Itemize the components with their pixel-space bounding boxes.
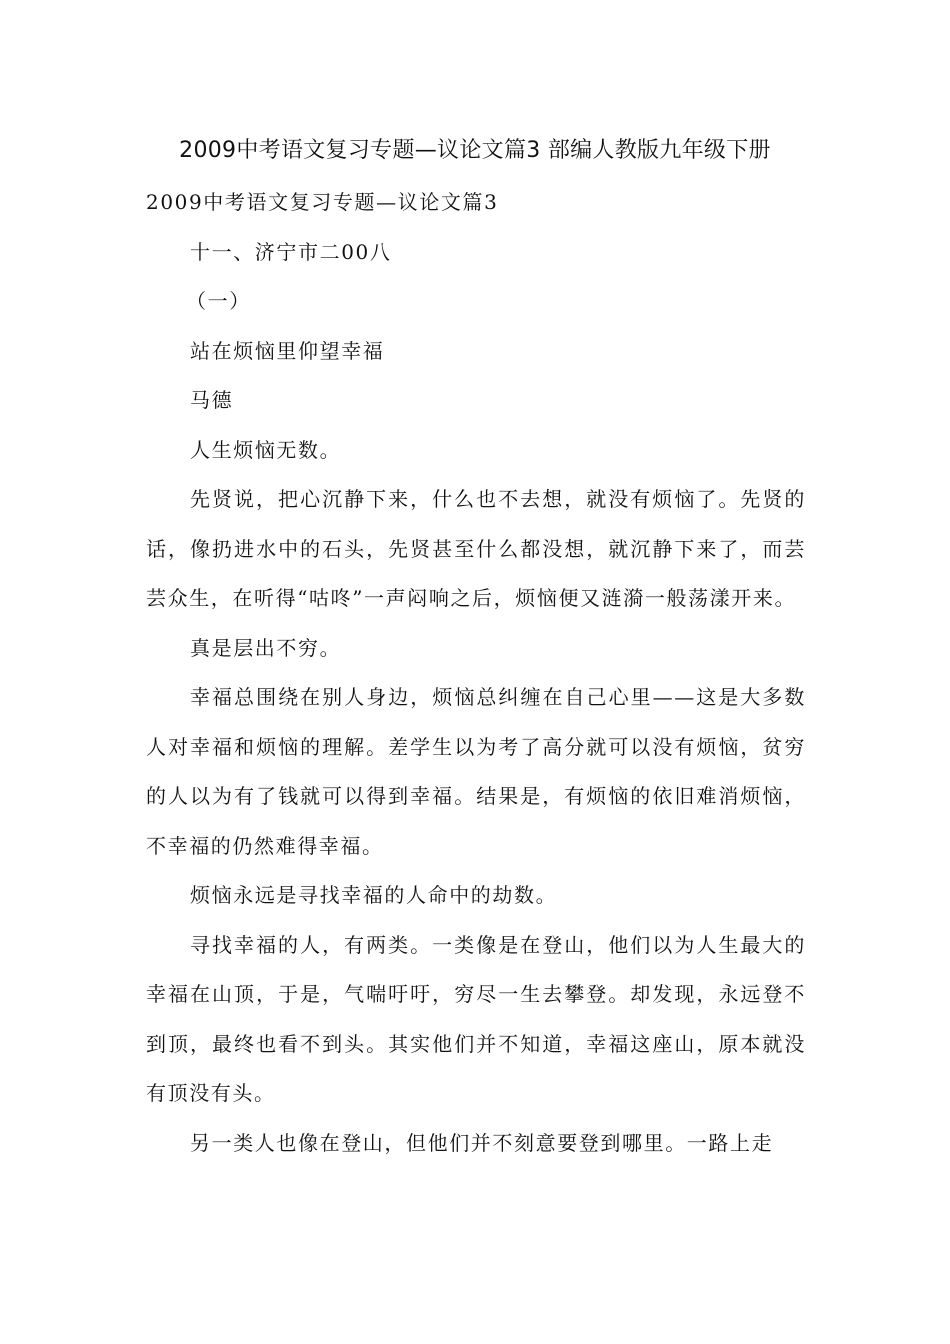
body-paragraph: 烦恼永远是寻找幸福的人命中的劫数。 xyxy=(190,883,558,907)
body-paragraph: 另一类人也像在登山，但他们并不刻意要登到哪里。一路上走 xyxy=(190,1130,774,1155)
body-paragraph: 先贤说，把心沉静下来，什么也不去想，就没有烦恼了。先贤的话，像扔进水中的石头，先贤甚至什么都没想，就沉静下来了，而芸芸众生，在听得“咕咚”一声闷响之后，烦恼便又涟漪一般荡漾开来。 xyxy=(146,487,806,610)
body-paragraph: 幸福总围绕在别人身边，烦恼总纠缠在自己心里——这是大多数人对幸福和烦恼的理解。差学生以为考了高分就可以没有烦恼，贫穷的人以为有了钱就可以得到幸福。结果是，有烦恼的依旧难消烦恼，不幸福的仍然难得幸福。 xyxy=(146,685,806,858)
document-title: 2009中考语文复习专题—议论文篇3 部编人教版九年级下册 xyxy=(179,138,771,163)
subtitle-line: 2009中考语文复习专题—议论文篇3 xyxy=(146,190,499,214)
body-paragraph: 寻找幸福的人，有两类。一类像是在登山，他们以为人生最大的幸福在山顶，于是，气喘吁吁，穷尽一生去攀登。却发现，永远登不到顶，最终也看不到头。其实他们并不知道，幸福这座山，原本就没有顶没有头。 xyxy=(146,932,806,1105)
section-heading: 十一、济宁市二00八 xyxy=(190,239,392,264)
subsection-number: （一） xyxy=(186,289,251,313)
article-title: 站在烦恼里仰望幸福 xyxy=(190,338,385,363)
document-body xyxy=(146,178,806,1168)
article-author: 马德 xyxy=(190,388,234,412)
body-paragraph: 人生烦恼无数。 xyxy=(190,437,342,462)
body-paragraph: 真是层出不穷。 xyxy=(190,635,342,660)
